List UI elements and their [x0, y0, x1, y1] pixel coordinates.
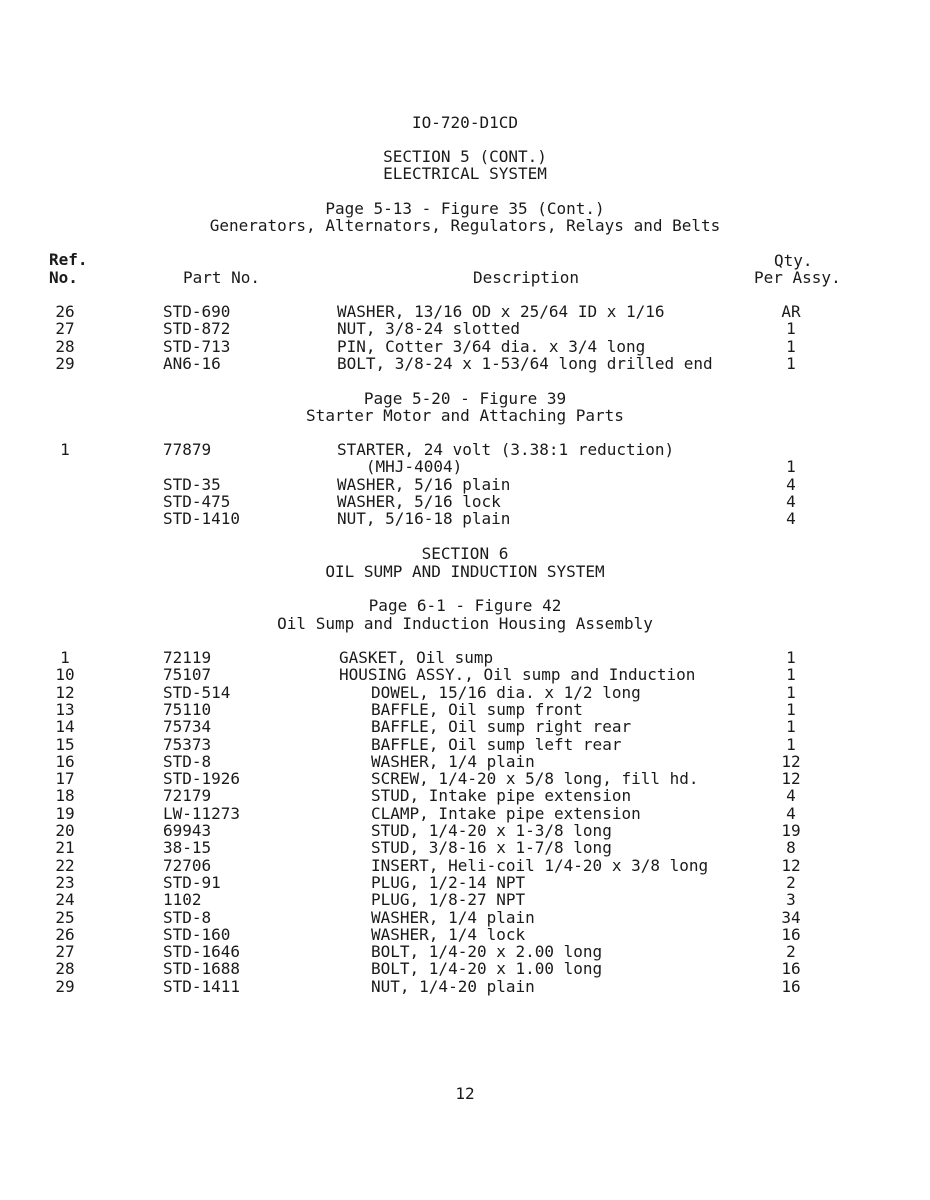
part-description: CLAMP, Intake pipe extension	[371, 803, 641, 823]
part-description: BAFFLE, Oil sump left rear	[371, 734, 622, 754]
ref-number: 23	[55, 872, 75, 892]
part-description: NUT, 3/8-24 slotted	[337, 319, 521, 339]
figure-39-page-title: Page 5-20 - Figure 39	[363, 389, 567, 408]
ref-number: 28	[55, 959, 75, 979]
part-number: STD-1410	[163, 509, 241, 529]
part-description: HOUSING ASSY., Oil sump and Induction	[339, 665, 696, 685]
header-ref-line2: No.	[49, 268, 78, 287]
part-number: 1102	[163, 890, 202, 910]
section-5-title: SECTION 5 (CONT.)	[383, 147, 547, 166]
quantity: 1	[786, 319, 796, 339]
figure-35-caption: Generators, Alternators, Regulators, Relays and Belts	[209, 216, 721, 235]
ref-number: 10	[55, 665, 75, 685]
part-number: STD-514	[163, 682, 231, 702]
quantity: 4	[786, 509, 796, 529]
ref-number: 29	[55, 976, 75, 996]
quantity: 2	[786, 942, 796, 962]
table-row	[0, 441, 930, 458]
part-description: WASHER, 13/16 OD x 25/64 ID x 1/16	[337, 302, 665, 321]
part-description: BOLT, 1/4-20 x 2.00 long	[371, 942, 603, 962]
ref-number: 24	[55, 890, 75, 910]
part-number: STD-1688	[163, 959, 241, 979]
quantity: 19	[781, 821, 801, 840]
table-row	[0, 338, 930, 355]
part-number: STD-713	[163, 336, 231, 356]
part-description: WASHER, 1/4 plain	[371, 751, 535, 771]
header-qty-line2: Per Assy.	[754, 268, 841, 287]
ref-number: 1	[60, 440, 70, 459]
table-row	[0, 510, 930, 527]
quantity: 1	[786, 353, 796, 373]
ref-number: 29	[55, 353, 75, 373]
section-5-subtitle: ELECTRICAL SYSTEM	[383, 164, 547, 183]
quantity: 2	[786, 872, 796, 892]
part-number: AN6-16	[163, 353, 221, 373]
table-row	[0, 822, 930, 839]
table-row	[0, 458, 930, 475]
ref-number: 14	[55, 717, 75, 737]
part-number: STD-1646	[163, 942, 241, 962]
figure-42-caption: Oil Sump and Induction Housing Assembly	[277, 614, 653, 633]
table-row	[0, 303, 930, 320]
quantity: 8	[786, 838, 796, 858]
table-row	[0, 666, 930, 683]
table-row	[0, 978, 930, 995]
part-description: GASKET, Oil sump	[339, 648, 494, 667]
part-description: BAFFLE, Oil sump right rear	[371, 717, 632, 737]
table-row	[0, 736, 930, 753]
part-description: NUT, 1/4-20 plain	[371, 976, 535, 996]
quantity: 1	[786, 734, 796, 754]
part-number: 75107	[163, 665, 212, 685]
figure-39-caption: Starter Motor and Attaching Parts	[306, 406, 624, 425]
table-row	[0, 718, 930, 735]
quantity: 12	[781, 855, 801, 875]
header-qty-line1: Qty.	[774, 251, 813, 270]
table-row	[0, 857, 930, 874]
part-number: STD-91	[163, 872, 221, 892]
part-description: WASHER, 1/4 lock	[371, 924, 526, 944]
ref-number: 26	[55, 302, 75, 321]
ref-number: 27	[55, 942, 75, 962]
quantity: 34	[781, 907, 801, 927]
figure-35-page-title: Page 5-13 - Figure 35 (Cont.)	[325, 199, 605, 218]
quantity: 1	[786, 665, 796, 685]
part-description: WASHER, 1/4 plain	[371, 907, 535, 927]
part-number: STD-1411	[163, 976, 241, 996]
quantity: 1	[786, 682, 796, 702]
figure-42-page-title: Page 6-1 - Figure 42	[368, 596, 562, 615]
quantity: 12	[781, 751, 801, 771]
table-row	[0, 649, 930, 666]
part-description: STARTER, 24 volt (3.38:1 reduction)	[337, 440, 675, 459]
part-number: 75373	[163, 734, 212, 754]
part-number: STD-35	[163, 474, 221, 494]
part-description: BOLT, 3/8-24 x 1-53/64 long drilled end	[337, 353, 713, 373]
table-row	[0, 787, 930, 804]
part-number: STD-160	[163, 924, 231, 944]
quantity: 1	[786, 648, 796, 667]
quantity: 16	[781, 924, 801, 944]
quantity: 16	[781, 976, 801, 996]
quantity: 1	[786, 336, 796, 356]
part-description: WASHER, 5/16 plain	[337, 474, 511, 494]
quantity: 4	[786, 786, 796, 806]
part-description: STUD, 1/4-20 x 1-3/8 long	[371, 821, 612, 840]
table-row	[0, 805, 930, 822]
quantity: 1	[786, 717, 796, 737]
part-description: INSERT, Heli-coil 1/4-20 x 3/8 long	[371, 855, 709, 875]
table-row	[0, 493, 930, 510]
ref-number: 1	[60, 648, 70, 667]
table-row	[0, 891, 930, 908]
table-row	[0, 753, 930, 770]
part-number: 75734	[163, 717, 212, 737]
table-row	[0, 684, 930, 701]
ref-number: 16	[55, 751, 75, 771]
ref-number: 13	[55, 699, 75, 719]
table-row	[0, 960, 930, 977]
quantity: 12	[781, 769, 801, 789]
ref-number: 21	[55, 838, 75, 858]
ref-number: 25	[55, 907, 75, 927]
ref-number: 26	[55, 924, 75, 944]
part-number: STD-872	[163, 319, 231, 339]
quantity: 1	[786, 457, 796, 477]
table-row	[0, 839, 930, 856]
ref-number: 17	[55, 769, 75, 789]
section-6-title: SECTION 6	[421, 544, 509, 563]
part-number: 69943	[163, 821, 212, 840]
quantity: 4	[786, 491, 796, 511]
header-part-no: Part No.	[183, 268, 261, 287]
header-description: Description	[473, 268, 579, 287]
part-description: DOWEL, 15/16 dia. x 1/2 long	[371, 682, 641, 702]
ref-number: 19	[55, 803, 75, 823]
table-row	[0, 926, 930, 943]
quantity: AR	[781, 302, 801, 321]
part-description: BAFFLE, Oil sump front	[371, 699, 583, 719]
ref-number: 27	[55, 319, 75, 339]
page-number: 12	[455, 1084, 475, 1103]
part-number: 77879	[163, 440, 212, 459]
part-number: STD-475	[163, 491, 231, 511]
table-row	[0, 943, 930, 960]
table-row	[0, 355, 930, 372]
part-description: STUD, 3/8-16 x 1-7/8 long	[371, 838, 612, 858]
part-description: PLUG, 1/2-14 NPT	[371, 872, 526, 892]
table-row	[0, 320, 930, 337]
ref-number: 12	[55, 682, 75, 702]
quantity: 4	[786, 803, 796, 823]
quantity: 4	[786, 474, 796, 494]
part-description: NUT, 5/16-18 plain	[337, 509, 511, 529]
ref-number: 15	[55, 734, 75, 754]
part-description: PIN, Cotter 3/64 dia. x 3/4 long	[337, 336, 646, 356]
ref-number: 28	[55, 336, 75, 356]
part-number: 38-15	[163, 838, 212, 858]
section-6-subtitle: OIL SUMP AND INDUCTION SYSTEM	[325, 562, 605, 581]
part-number: 72706	[163, 855, 212, 875]
ref-number: 18	[55, 786, 75, 806]
table-row	[0, 770, 930, 787]
document-id: IO-720-D1CD	[412, 113, 518, 132]
table-row	[0, 909, 930, 926]
table-row	[0, 701, 930, 718]
part-number: LW-11273	[163, 803, 241, 823]
quantity: 16	[781, 959, 801, 979]
part-number: STD-690	[163, 302, 231, 321]
part-description: SCREW, 1/4-20 x 5/8 long, fill hd.	[371, 769, 699, 789]
header-ref-line1: Ref.	[49, 250, 88, 269]
part-number: 75110	[163, 699, 212, 719]
part-number: 72119	[163, 648, 212, 667]
part-description: (MHJ-4004)	[337, 457, 463, 477]
part-number: 72179	[163, 786, 212, 806]
part-description: BOLT, 1/4-20 x 1.00 long	[371, 959, 603, 979]
table-row	[0, 476, 930, 493]
ref-number: 20	[55, 821, 75, 840]
part-description: WASHER, 5/16 lock	[337, 491, 501, 511]
part-number: STD-1926	[163, 769, 241, 789]
quantity: 1	[786, 699, 796, 719]
part-description: STUD, Intake pipe extension	[371, 786, 632, 806]
table-row	[0, 874, 930, 891]
quantity: 3	[786, 890, 796, 910]
part-number: STD-8	[163, 751, 212, 771]
part-number: STD-8	[163, 907, 212, 927]
ref-number: 22	[55, 855, 75, 875]
part-description: PLUG, 1/8-27 NPT	[371, 890, 526, 910]
